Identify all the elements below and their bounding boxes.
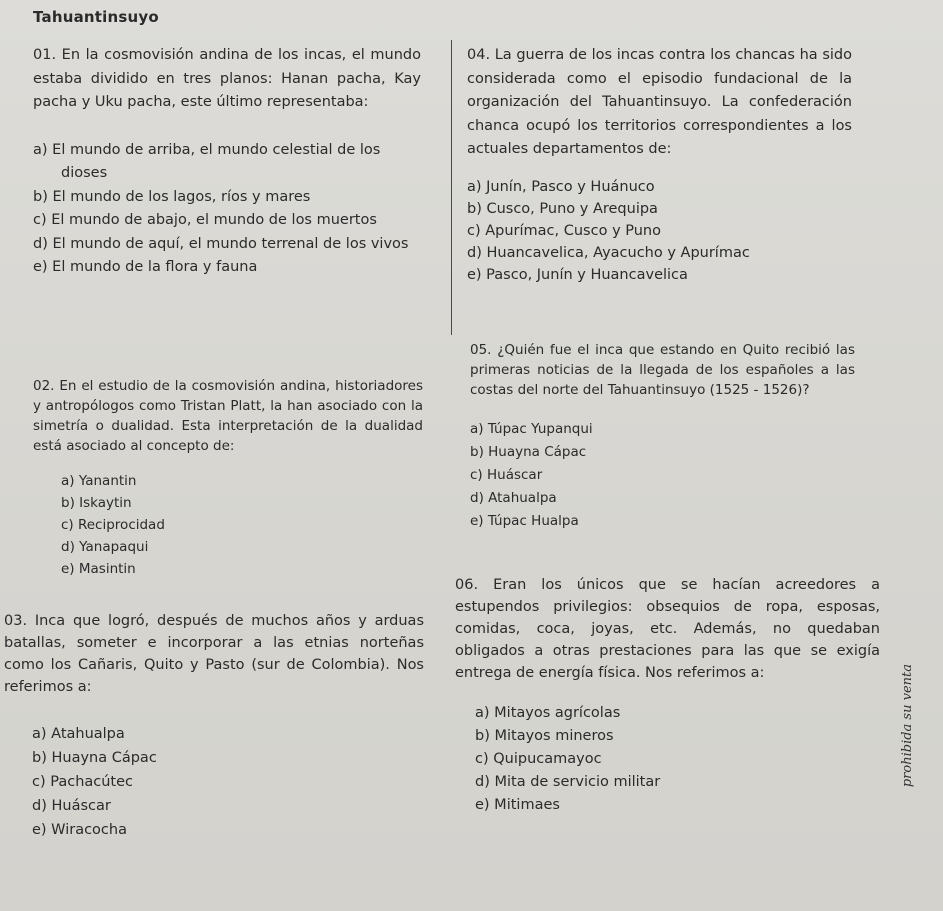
question-stem [33,44,421,115]
option-c[interactable]: c) Pachacútec [32,774,134,790]
option-e[interactable]: e) Mitimaes [475,797,560,813]
option-e[interactable]: e) Wiracocha [32,822,127,838]
option-d[interactable]: d) Mita de servicio militar [475,774,661,790]
option-a[interactable]: a) Túpac Yupanqui [470,421,593,437]
option-d[interactable]: d) Huáscar [32,798,111,814]
option-c[interactable]: c) Apurímac, Cusco y Puno [467,222,661,239]
option-d[interactable]: d) El mundo de aquí, el mundo terrenal de los vivos [33,235,409,252]
question-number: 02. [33,378,55,394]
option-c[interactable]: c) Huáscar [470,467,543,483]
option-a[interactable]: a) El mundo de arriba, el mundo celestial de los dioses [33,141,381,181]
option-e[interactable]: e) Masintin [61,561,136,577]
option-a[interactable]: a) Atahualpa [32,726,125,742]
question-text: La guerra de los incas contra los chancas ha sido considerada como el episodio fundacional de la organización del Tahuantinsuyo. La confederación chanca ocupó los territorios correspondientes a los actuales departamentos de: [467,47,852,157]
option-c[interactable]: c) El mundo de abajo, el mundo de los muertos [33,212,377,228]
question-stem [467,44,852,162]
question-stem [470,340,855,400]
page-title: Tahuantinsuyo [33,8,159,26]
question-02 [33,376,423,580]
question-stem [33,376,423,456]
question-number: 05. [470,342,492,358]
option-d[interactable]: d) Yanapaqui [61,539,149,555]
option-e[interactable]: e) El mundo de la flora y fauna [33,259,258,275]
option-a[interactable]: a) Junín, Pasco y Huánuco [467,178,655,195]
question-text: Inca que logró, después de muchos años y arduas batallas, someter e incorporar a las etnias norteñas como los Cañaris, Quito y Pasto (sur de Colombia). Nos referimos a: [4,613,425,695]
option-e[interactable]: e) Pasco, Junín y Huancavelica [467,266,688,283]
question-number: 01. [33,47,57,63]
option-a[interactable]: a) Yanantin [61,473,137,489]
question-text: En el estudio de la cosmovisión andina, historiadores y antropólogos como Tristan Platt, la han asociado con la simetría o dualidad. Esta interpretación de la dualidad está asociado al concepto de: [33,378,423,454]
option-b[interactable]: b) Huayna Cápac [470,444,587,460]
option-b[interactable]: b) Cusco, Puno y Arequipa [467,200,658,217]
question-text: En la cosmovisión andina de los incas, el mundo estaba dividido en tres planos: Hanan pacha, Kay pacha y Uku pacha, este último representaba: [33,47,421,110]
question-06 [455,574,880,817]
question-text: ¿Quién fue el inca que estando en Quito recibió las primeras noticias de la llegada de los españoles a las costas del norte del Tahuantinsuyo (1525 - 1526)? [470,342,855,398]
option-d[interactable]: d) Atahualpa [470,490,557,506]
option-b[interactable]: b) Mitayos mineros [475,728,614,744]
option-e[interactable]: e) Túpac Hualpa [470,513,579,529]
question-text: Eran los únicos que se hacían acreedores a estupendos privilegios: obsequios de ropa, esposas, comidas, coca, joyas, etc. Además, no quedaban obligados a otras prestaciones para las que se exigía entrega de energía física. Nos referimos a: [455,577,880,681]
question-01 [33,44,421,280]
column-divider [451,40,452,335]
question-number: 06. [455,577,479,593]
question-number: 04. [467,47,491,63]
option-c[interactable]: c) Quipucamayoc [475,751,602,767]
question-stem [4,610,424,698]
question-05 [470,340,855,533]
option-b[interactable]: b) Iskaytin [61,495,132,511]
option-c[interactable]: c) Reciprocidad [61,517,165,533]
option-d[interactable]: d) Huancavelica, Ayacucho y Apurímac [467,244,750,261]
question-03 [4,610,424,842]
option-a[interactable]: a) Mitayos agrícolas [475,705,621,721]
option-b[interactable]: b) Huayna Cápac [32,750,157,766]
question-number: 03. [4,613,28,629]
option-b[interactable]: b) El mundo de los lagos, ríos y mares [33,188,311,205]
question-stem [455,574,880,684]
question-04 [467,44,852,286]
side-note: prohibida su venta [900,664,915,788]
